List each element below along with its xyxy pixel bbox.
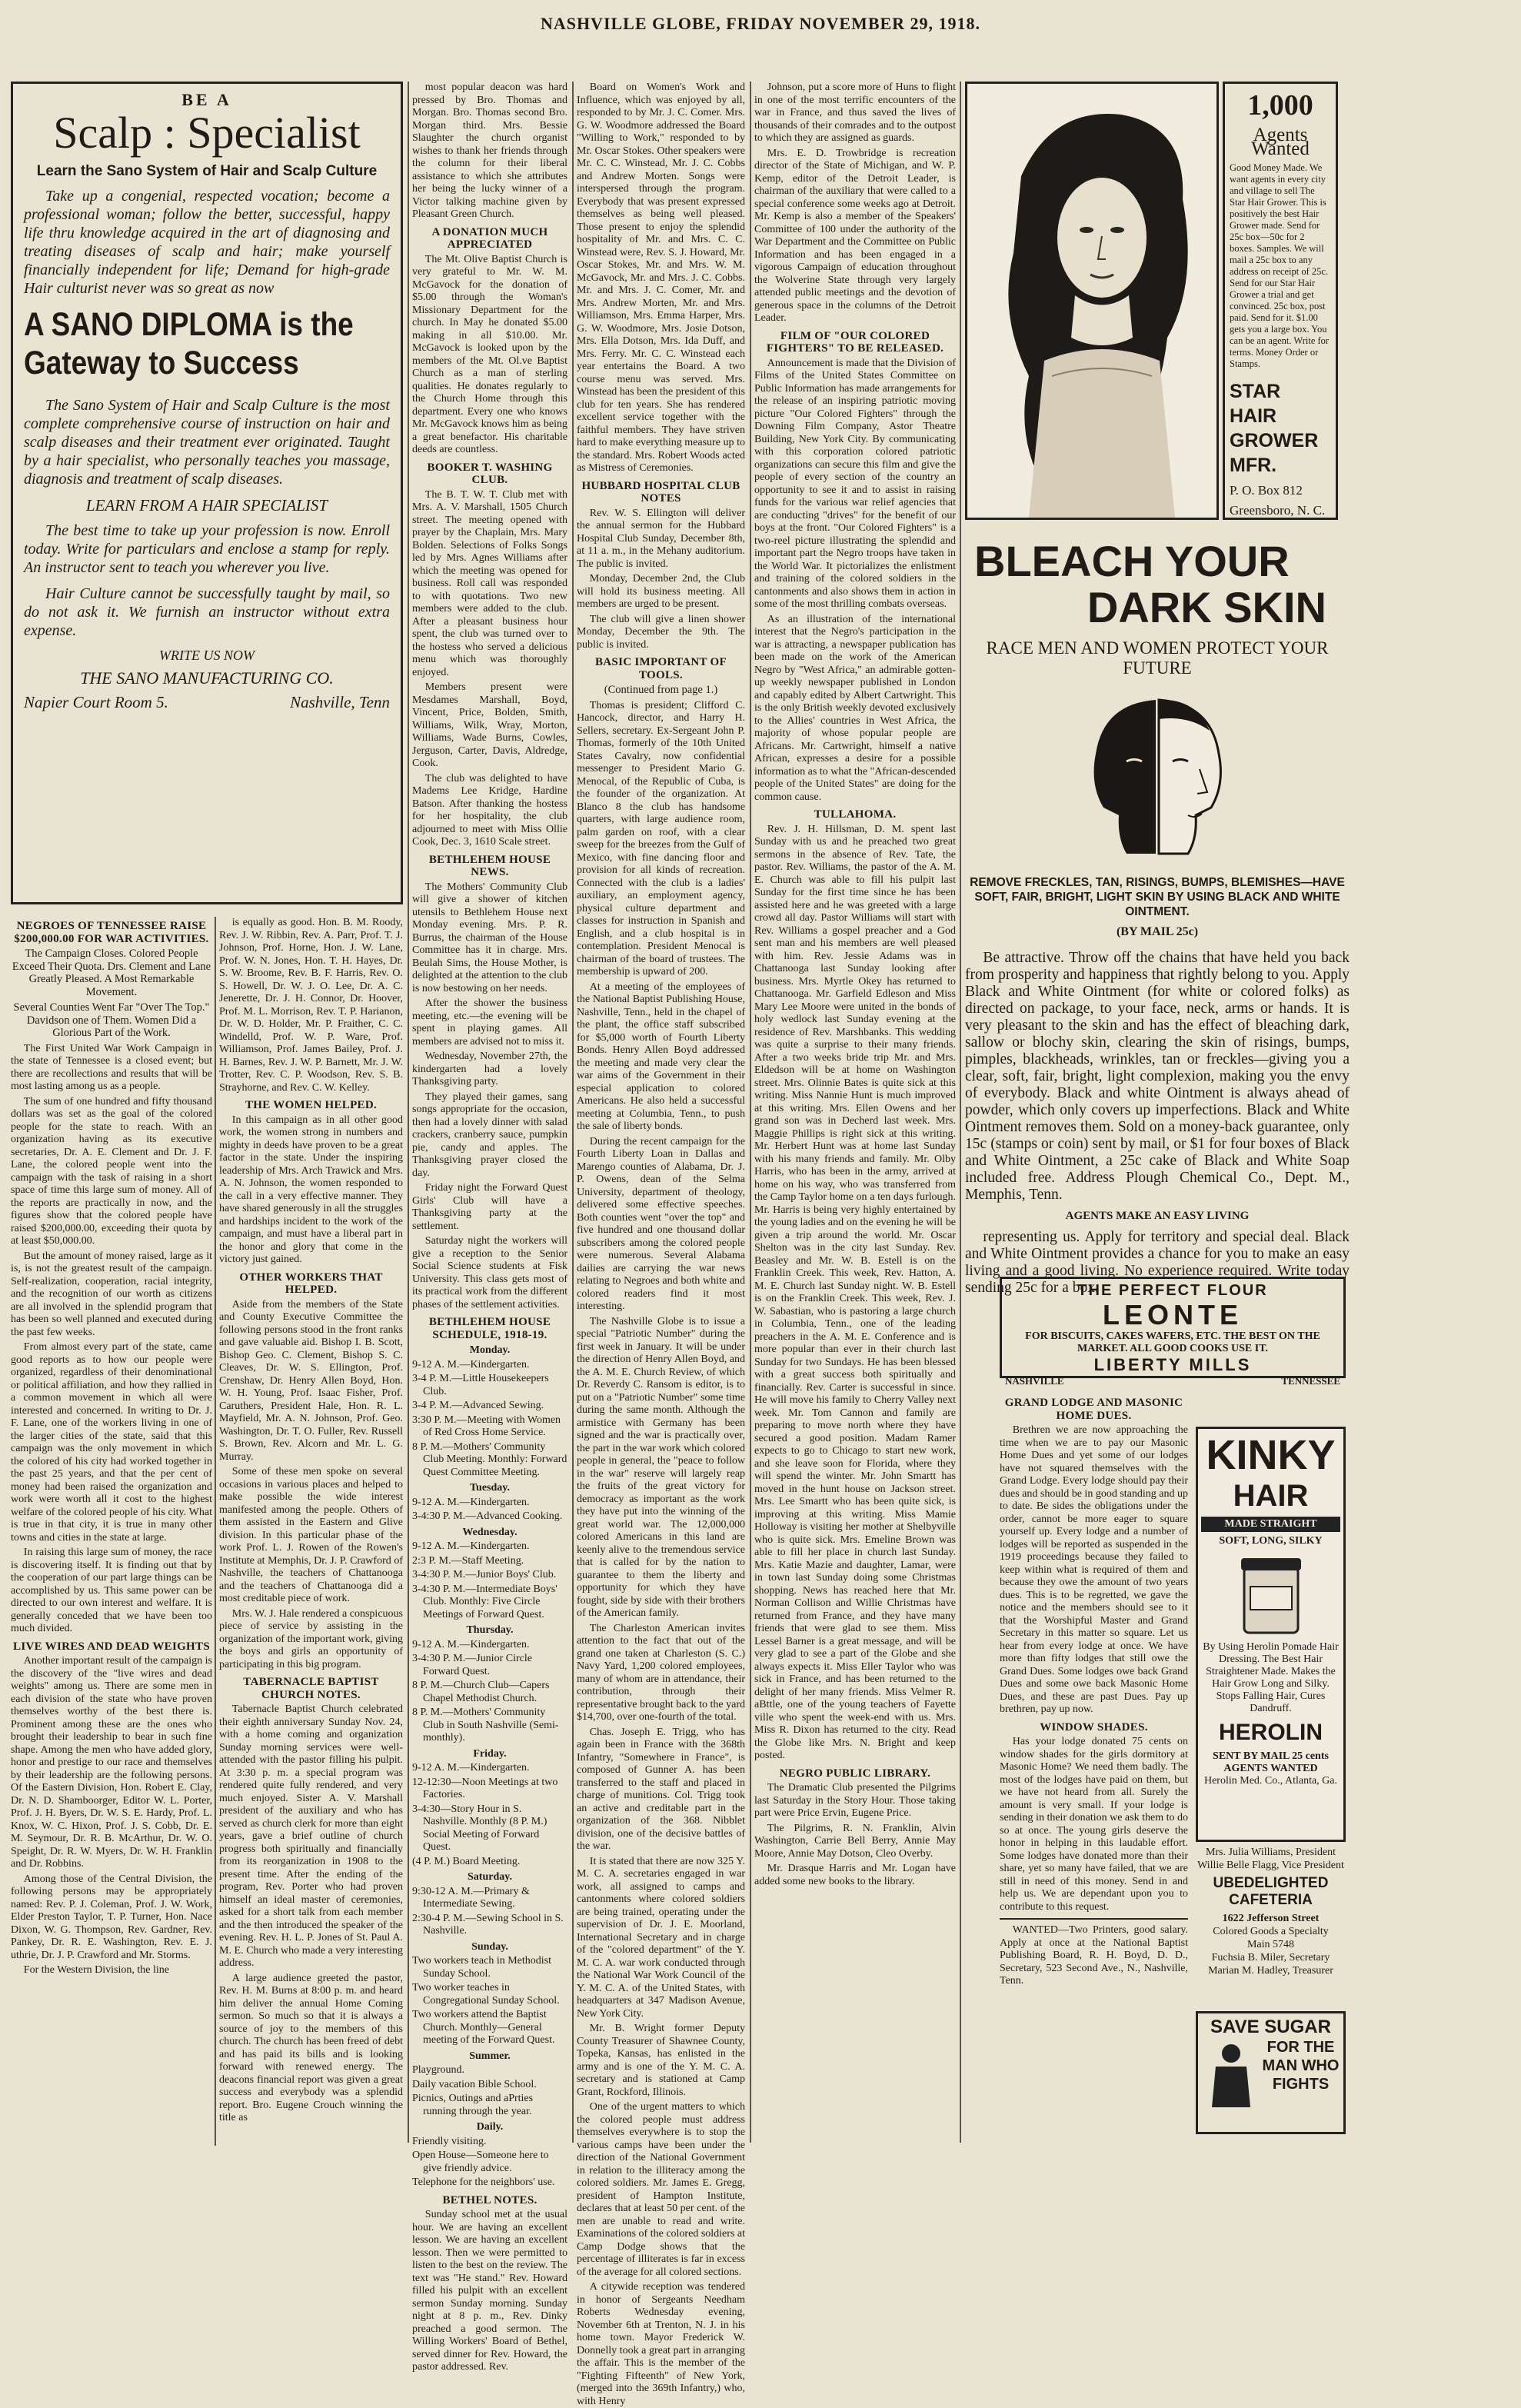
article-headline: NEGROES OF TENNESSEE RAISE $200,000.00 FOR WAR ACTIVITIES. [14, 920, 209, 945]
paragraph: Board on Women's Work and Influence, which was enjoyed by all, responded to by Mr. J. C. Comer. Mrs. G. W. Woodmore addressed the Board "Willing to Work," responded to by Mr. Oscar Stokes. Other speakers were Mr. C. C. Winstead, Mr. J. C. Cobbs and Andrew Morten. Songs were interspersed through the program. Everybody that was present expressed themselves as being well pleased. Those present to enjoy the splendid hospitality of Mr. and Mrs. C. C. Winstead were, Rev. S. J. Howard, Mr. Oscar Stokes, Mr. and Mrs. W. M. McGavock, Mr. and Mrs. J. C. Cobbs. Mr. and Mrs. J. C. Comer, Mr. and Mrs. Andrew Morten, Mr. and Mrs. Williamson, Mrs. Emma Harper, Mrs. G. W. Woodmore, Mrs. Josie Dotson, Mrs. Ella Dotson, Mrs. Ida Duff, and Mrs. Ferry. Mr. C. C. Winstead each year entertains the Board. A two course menu was served. Mrs. Winstead has been the president of this club for ten years. She has rendered excellent service together with the faithful members. They have striven hard to make everything measure up to the standard. Mrs. Robert Woods acted as Mistress of Ceremonies. [577, 82, 745, 474]
paragraph: Brethren we are now approaching the time when we are to pay our Masonic Home Dues and yet some of our lodges have not squared themselves with the Grand Lodge. Every lodge should pay their dues and should be in good standing and up to date. Be sides the obligations under the order, cannot be more eager to square yourself up. Every lodge and a number of lodges will be reported as suspended in the 1919 proceedings because they failed to keep within what is required of them and because they owe the amount of two years dues. This is to be regretted, we gave the notice and the members should see to it that the Worshipful Master and Grand Secretary in this matter so square. Let us hear from every lodge at once. We have more than fifty lodges that still owe the Grand Dues. Some lodges owe back Grand Dues and some owe back Masonic Home Dues, and these are past Dues. Pay up brethren, pay up now. [1000, 1424, 1188, 1715]
divider [1000, 1918, 1188, 1920]
paragraph: The Pilgrims, R. N. Franklin, Alvin Washington, Carrie Bell Berry, Annie May Moore, Annie May Dotson, Cleo Overby. [754, 1822, 956, 1860]
ad-learn: Learn the Sano System of Hair and Scalp Culture [36, 163, 378, 179]
paragraph: During the recent campaign for the Fourth Liberty Loan in Dallas and Marengo counties of Alabama, Dr. J. P. Owens, dean of the Selma University, department of theology, delivered some effective speeches. Both counties went "over the top" and five hundred and one thousand dollar subscribers among the colored people were numerous. Several Alabama dailies are carrying the war news relating to Negroes and both white and colored readers find it most interesting. [577, 1135, 745, 1312]
schedule-item: 8 P. M.—Church Club—Capers Chapel Methodist Church. [412, 1680, 550, 1704]
ad-remove: REMOVE FRECKLES, TAN, RISINGS, BUMPS, BLEMISHES—HAVE SOFT, FAIR, BRIGHT, LIGHT SKIN BY USING BLACK AND WHITE OINTMENT. [970, 876, 1345, 918]
soldier-image [1204, 2040, 1258, 2109]
ad-kinky: KINKY [1206, 1432, 1336, 1478]
cafeteria-ad [1196, 1846, 1346, 2007]
ad-city: Greensboro, N. C. [1230, 503, 1326, 518]
article-headline: A DONATION MUCH APPRECIATED [431, 225, 548, 251]
woman-portrait-image [967, 84, 1216, 518]
paragraph: Mrs. W. J. Hale rendered a conspicuous piece of service by assisting in the organization of the important work, giving the boys and girls an opportunity of participating in this big program. [219, 1607, 403, 1670]
article-subhead: (Continued from page 1.) [604, 684, 718, 696]
paragraph: But the amount of money raised, large as it is, is not the greatest result of the campaign. Self-realization, cooperation, racial integrity, and the recognition of our worth as citizens are all involved in the splendid program that has been so well planned and executed during the past few weeks. [11, 1250, 212, 1338]
paragraph: is equally as good. Hon. B. M. Roody, Rev. J. W. Ribbin, Rev. A. Parr, Prof. T. J. Johnson, Prof. Horne, Hon. J. W. Lane, Prof. W. N. Jones, Hon. T. H. Hayes, Dr. S. W. Broome, Rev. B. F. Harris, Rev. O. S. Howell, Dr. W. J. O. Lee, Dr. A. C. Jenerette, Dr. J. H. Connor, Dr. Hoover, Prof. M. L. Morrison, Rev. T. P. Harianon, Dr. W. D. Holder, Mr. P. Fraither, C. C. Windelld, Prof. W. P. Ware, Prof. Williamson, Prof. James Bailey, Prof. J. H. Barnes, Rev. J. W. P. Barnett, Mr. J. W. Trotter, Rev. C. P. Woodson, Rev. S. B. Strayhorne, and Rev. C. W. Kelley. [219, 917, 403, 1094]
ad-save: SAVE SUGAR [1210, 2017, 1331, 2037]
schedule-item: Daily vacation Bible School. [412, 2078, 537, 2090]
leonte-flour-ad [1000, 1277, 1346, 1387]
schedule-item: Playground. [412, 2064, 465, 2076]
paragraph: The club was delighted to have Madems Lee Kridge, Hardine Batson. After thanking the hostess for her hospitality, the club adjourned to meet with Miss Ollie Cook, Dec. 3, 1610 Scale street. [412, 772, 567, 848]
paragraph: Another important result of the campaign is the discovery of the "live wires and dead weights" among us. There are some men in each division of the state who have proven themselves worthy of the best there is. Prominent among these are the ones who brought their leadership to bear in such fine shape. Among the men who have added glory, honor and prestige to our race and themselves by their leadership are the following persons. Of the Eastern Division, Hon. Robert E. Clay, Dr. N. D. Shamboorger, Editor W. L. Porter, Prof. J. H. Byers, Dr. W. S. E. Hardy, Prof. L. Knox, W. C. Hixon, Prof. J. S. Cobb, Dr. E. M. Seymour, Dr. R. B. McArthur, Dr. W. O. Speight, Dr. R. W. Myers, Dr. W. H. Franklin and Dr. Robbins. [11, 1655, 212, 1870]
column-rule [960, 82, 961, 2143]
column-rule [750, 82, 751, 2143]
paragraph: Members present were Mesdames Marshall, Boyd, Vincent, Price, Bolden, Smith, Williams, Wilk, Wray, Morton, Williams, Wade Burns, Cowles, Jerguson, Carter, Davis, Aldredge, Cook. [412, 681, 567, 769]
ad-agents-wanted: Agents Wanted [1251, 125, 1310, 159]
ad-write-us: WRITE US NOW [159, 648, 255, 663]
schedule-item: 3-4:30 P. M.—Intermediate Boys' Club. Monthly: Five Circle Meetings of Forward Quest. [412, 1583, 557, 1620]
ad-sec: Fuchsia B. Miler, Secretary [1211, 1952, 1330, 1963]
schedule-item: 3:30 P. M.—Meeting with Women of Red Cross Home Service. [412, 1414, 561, 1438]
ad-location [1005, 1375, 1340, 1387]
paragraph: At a meeting of the employees of the National Baptist Publishing House, Nashville, Tenn., held in the chapel of the plant, the office staff subscribed for $5,000 worth of Fourth Liberty Bonds. Henry Allen Boyd addressed the meeting and made very clear the war aims of the Government in their especial application to colored Americans. He also held a successful meeting at Columbia, Tenn., to push the sale of liberty bonds. [577, 981, 745, 1132]
ad-firm: STAR HAIR GROWER MFR. [1230, 381, 1319, 476]
schedule-day: Daily. [476, 2121, 504, 2133]
ad-addr: 1622 Jefferson Street [1222, 1913, 1320, 1924]
schedule-item: 3-4:30—Story Hour in S. Nashville. Monthly (8 P. M.) Social Meeting of Forward Quest. [412, 1803, 547, 1853]
schedule-item: 3-4 P. M.—Little Housekeepers Club. [412, 1373, 549, 1397]
schedule-item: 3-4:30 P. M.—Junior Boys' Club. [412, 1569, 557, 1580]
ad-made: MADE STRAIGHT [1201, 1517, 1340, 1532]
paragraph: Wednesday, November 27th, the kindergarten had a lovely Thanksgiving party. [412, 1051, 567, 1087]
kinky-hair-ad [1196, 1427, 1346, 1842]
paragraph: most popular deacon was hard pressed by Bro. Thomas and Morgan. Bro. Thomas second Bro. Morgan third. Mrs. Bessie Slaughter the church organist wishes to thank her friends through the column for their liberal assistance to which she attributes her being the lucky winner of a Victor talking machine given by Pleasant Green Church. [412, 82, 567, 220]
article-headline: OTHER WORKERS THAT HELPED. [239, 1271, 383, 1296]
article-headline: GRAND LODGE AND MASONIC HOME DUES. [1004, 1397, 1183, 1422]
paragraph: The sum of one hundred and fifty thousand dollars was set as the goal of the colored people for the state to reach. With an organization having as its executive secretaries, Dr. A. E. Clement and Dr. J. F. Lane, the colored people went into the campaign with the task of raising in a short space of time this large sum of money. All of the reports are practically in now, and the figures show that the colored people have raised $200,000.00, exceeding their quota by at least $50,000.00. [11, 1095, 212, 1247]
agents-wanted-ad [1223, 82, 1338, 520]
schedule-item: 9:30-12 A. M.—Primary & Intermediate Sewing. [412, 1885, 530, 1910]
column-rule [408, 82, 409, 2143]
paragraph: Tabernacle Baptist Church celebrated their eighth anniversary Sunday Nov. 24, with a home coming and organization Sunday morning services were well-attended with the pastor filling his pulpit. At 3:30 p. m. a special program was rendered quite fully rendered, and very much enjoyed. Sister A. V. Marshall president of the auxiliary and who has served as church clerk for more than eight years, gave a brief outline of church progress both spiritually and financially from its reorganization in 1908 to the present time. After the ending of the program, Rev. Porter who had proven himself an ideal master of ceremonies, asked for a short talk from each member and the then introduced the speaker of the evening. Rev. H. L. P. Jones of St. Paul A. M. E. Church who made a very interesting address. [219, 1704, 403, 1969]
ad-address-right: Nashville, Tenn [290, 693, 390, 711]
schedule-item: 12-12:30—Noon Meetings at two Factories. [412, 1776, 558, 1800]
article-headline: TULLAHOMA. [814, 808, 897, 821]
schedule-item: 3-4:30 P. M.—Advanced Cooking. [412, 1510, 563, 1522]
paragraph: Friday night the Forward Quest Girls' Club will have a Thanksgiving party at the settlement. [412, 1182, 567, 1232]
schedule-item: 9-12 A. M.—Kindergarten. [412, 1762, 530, 1774]
ad-perfect: THE PERFECT FLOUR [1077, 1282, 1268, 1299]
save-sugar-ad [1196, 2011, 1346, 2134]
ad-line-1: BLEACH YOUR [974, 537, 1290, 585]
ad-brand: LEONTE [1102, 1299, 1243, 1331]
paragraph: A citywide reception was tendered in honor of Sergeants Needham Roberts Wednesday evening, November 6th at Trenton, N. J. in his home town. Mayor Frederick W. Donnelly took a great part in arranging the affair. This is the member of the "Fighting Fifteenth" of New York, (merged into the 369th Infantry,) who, with Henry [577, 2281, 745, 2407]
schedule-day: Saturday. [468, 1871, 512, 1883]
article-headline: HUBBARD HOSPITAL CLUB NOTES [581, 479, 741, 505]
paragraph: The B. T. W. T. Club met with Mrs. A. V. Marshall, 1505 Church street. The meeting opened with prayer by the Chaplain, Mrs. Mary Bolden. Selections of Folks Songs led by Mrs. Agnes Williams after which the meeting was opened for business. Roll call was responded to with quotations. Two new members were added to the club. After a pleasant business hour spent, the club was turned over to the hostess who served a delicious menu which was thoroughly enjoyed. [412, 488, 567, 678]
column-1b [219, 917, 403, 2146]
right-column [1000, 1392, 1188, 2146]
paragraph: Sunday school met at the usual hour. We are having an excellent lesson. We are having an excellent lesson. Then we were permitted to listen to the best on the review. The text was "He stand." Rev. Howard filled his pulpit with an excellent sermon Sunday morning. Sunday night at 8 p. m., Rev. Dinky preached a good sermon. The Willing Workers' Board of Bethel, served dinner for Rev. Howard, the pastor addressed. Rev. [412, 2209, 567, 2373]
paragraph: Saturday night the workers will give a reception to the Senior Social Science students at Fisk University. This class gets most of its practical work from the different phases of the settlement activities. [412, 1235, 567, 1311]
schedule-day: Friday. [473, 1747, 507, 1760]
ad-body: Be attractive. Throw off the chains that have held you back from prosperity and happiness that rightly belong to you. Apply Black and White Ointment (for white or colored folks) as directed on package, to your face, neck, arms or hands. It is very pleasant to the skin and has the effect of bleaching dark, sallow or blochy skin, clearing the skin of risings, bumps, pimples, blackheads, wrinkles, tan or freckles—giving you a clear, soft, fair, bright, light complexion, making you the envy of everybody. Black and white Ointment is always ahead of powder, which only covers up imperfections. Black and White Ointment removes them. Sold on a money-back guarantee, only 15c (stamps or coin) sent by mail, or $1 for four boxes of Black and White Ointment, a 25c cake of Black and White Soap included free. Address Plough Chemical Co., Dept. M., Memphis, Tenn. [965, 950, 1350, 1203]
paragraph: Johnson, put a score more of Huns to flight in one of the most terrific encounters of the war in France, and thus saved the lives of thousands of their comrades and to the outpost to which they are assigned as guards. [754, 82, 956, 144]
ad-vp: Willie Belle Flagg, Vice President [1197, 1860, 1344, 1871]
ad-herolin: HEROLIN [1219, 1720, 1323, 1745]
article-subhead: Several Counties Went Far "Over The Top." Davidson one of Them. Women Did a Glorious Part of the Work. [13, 1001, 210, 1039]
ad-address-left: Napier Court Room 5. [24, 693, 168, 711]
paragraph: Mrs. E. D. Trowbridge is recreation director of the State of Michigan, and W. P. Kemp, editor of the Detroit Leader, is chairman of the auxiliary that were called to a special conference some weeks ago at Detroit. Mr. Kemp is also a member of the Speakers' Committee of 100 under the authority of the War Department and the Committee on Public Information and has been engaged in a vigorous Campaign of education throughout the Wolverine State through very largely attended public meetings and the devotion of generous space in the columns of the Detroit Leader. [754, 147, 956, 324]
ad-count: 1,000 [1247, 89, 1313, 122]
schedule-item: Two workers attend the Baptist Church. Monthly—General meeting of the Forward Quest. [412, 2009, 555, 2046]
ad-addr: Herolin Med. Co., Atlanta, Ga. [1203, 1775, 1338, 1787]
schedule-list [412, 1344, 567, 2190]
article-headline: WINDOW SHADES. [1040, 1720, 1148, 1734]
ad-agents: AGENTS WANTED [1223, 1763, 1318, 1774]
paragraph: The Mt. Olive Baptist Church is very grateful to Mr. W. M. McGavock for the donation of $5.00 through the Woman's Missionary Department for the church. In May he donated $5.00 making in all $10.00. Mr. McGavock is looked upon by the members of the Mt. Ol.ve Baptist Church as a man of sterling qualities. He donates regularly to the Church Home through this department. Every one who knows Mr. McGavock knows him as being a great benefactor. His charitable deeds are countless. [412, 253, 567, 455]
ad-agents-head: AGENTS MAKE AN EASY LIVING [1065, 1210, 1250, 1222]
schedule-day: Summer. [469, 2050, 511, 2062]
ad-for: FOR THE MAN WHO FIGHTS [1262, 2039, 1340, 2093]
paragraph: After the shower the business meeting, etc.—the evening will be spent in playing games. All members are advised not to miss it. [412, 998, 567, 1047]
ad-address [24, 693, 390, 712]
ad-kicker: BE A [181, 90, 232, 109]
paragraph: Monday, December 2nd, the Club will hold its business meeting. All members are urged to be present. [577, 573, 745, 610]
schedule-item: 9-12 A. M.—Kindergarten. [412, 1496, 530, 1508]
schedule-day: Monday. [469, 1344, 511, 1356]
article-headline: BETHEL NOTES. [442, 2193, 538, 2207]
paragraph: Aside from the members of the State and County Executive Committee the following persons stood in the front ranks and gave valuable aid. Bishop I. B. Scott, Bishop Geo. C. Clement, Bishop S. C. Cleaves, Dr. W. S. Ellington, Prof. Crenshaw, Dr. Henry Allen Boyd, Hon. W. H. Young, Prof. Isaac Fisher, Prof. Caruthers, President Hale, Hon. R. L. Mayfield, Mr. A. N. Johnson, Prof. Geo. Washington, Dr. T. O. Fuller, Rev. Russell S. Brown, Rev. Alcorn and Mr. L. G. Murray. [219, 1298, 403, 1463]
article-headline: BETHLEHEM HOUSE NEWS. [428, 853, 551, 878]
column-4 [754, 82, 956, 2143]
jar-image [1236, 1552, 1306, 1637]
ad-diploma: A SANO DIPLOMA is the Gateway to Success [24, 306, 354, 381]
ad-race: RACE MEN AND WOMEN PROTECT YOUR FUTURE [986, 638, 1329, 678]
two-faces-image [1073, 692, 1242, 861]
masthead: NASHVILLE GLOBE, FRIDAY NOVEMBER 29, 1918. [540, 14, 981, 33]
schedule-item: 9-12 A. M.—Kindergarten. [412, 1358, 530, 1371]
paragraph: In this campaign as in all other good work, the women strong in numbers and mighty in deeds have proven to be a great factor in the state. Under the inspiring leadership of Mrs. Arch Trawick and Mrs. A. N. Johnson, the women responded to the call in a very effective manner. They have shared generously in all the struggles and hardships incident to the work of the campaign, and must have a liberal part in the honor and glory that come in the victory just gained. [219, 1114, 403, 1265]
ad-line-2: DARK SKIN [1087, 583, 1326, 631]
ad-state: TENNESSEE [1281, 1375, 1340, 1387]
ad-mail: (BY MAIL 25c) [1116, 925, 1199, 938]
ad-pitch: Take up a congenial, respected vocation; become a professional woman; follow the better, successful, happy life thru knowledge acquired in the art of diagnosing and treating diseases of scalp and hair; make yourself financially independent for life; Demand for high-grade Hair culturist never was so great as now [24, 188, 390, 297]
ad-city: NASHVILLE [1005, 1375, 1064, 1387]
paragraph: Some of these men spoke on several occasions in various places and helped to make possible the wide interest manifested among the people. Others of them assisted in the Eastern and Glive division. In this particular phase of the work Prof. L. J. Rowen of the Rowen's Institute at Memphis, Dr. J. P. Crawford of Nashville, the teachers of Chattanooga and the teachers of Chattanooga did a most creditable piece of work. [219, 1466, 403, 1604]
column-3 [577, 82, 745, 2407]
ad-company: THE SANO MANUFACTURING CO. [80, 668, 334, 688]
article-headline: LIVE WIRES AND DEAD WEIGHTS [13, 1640, 210, 1653]
article-headline: FILM OF "OUR COLORED FIGHTERS" TO BE RELEASED. [766, 329, 944, 355]
paragraph: From almost every part of the state, came good reports as to how our people were organized, regardless of their denominational or political affiliation, and how they rallied in a common movement in which all were interested and concerned. In writing to Dr. J. F. Lane, one of the workers living in one of the larger cities of the state, said that this campaign was the only movement in which the colored of his city had worked together in the past 25 years, and that the per cent of money had been raised the organization and work were worth all it cost to the highest welfare of the colored people of his city. What is true in that city, it is true in many other towns and cities in the state at large. [11, 1341, 212, 1544]
schedule-item: Two worker teaches in Congregational Sunday School. [412, 1982, 560, 2007]
ad-best-time: The best time to take up your profession is now. Enroll today. Write for particulars and enclose a stamp for reply. An instructor sent to teach you wherever you live. [24, 522, 390, 576]
ad-treas: Marian M. Hadley, Treasurer [1208, 1965, 1333, 1977]
paragraph: Chas. Joseph E. Trigg, who has again been in France with the 368th Infantry, "Somewhere in France", is composed of Gunner A. has been transferred to the staff and placed in charge of munitions. Col. Trigg took an active and creditable part in the organization of the 368. Nibblet division, one of the decisive battles of the war. [577, 1726, 745, 1852]
article-subhead: The Campaign Closes. Colored People Exceed Their Quota. Drs. Clement and Lane Greatly Pleased. A Most Remarkable Movement. [12, 948, 211, 998]
paragraph: The First United War Work Campaign in the state of Tennessee is a closed event; but there are recollections and results that will be most lasting among us as a people. [11, 1042, 212, 1092]
ad-culture: Hair Culture cannot be successfully taught by mail, so do not ask it. We furnish an instructor without extra expense. [24, 585, 390, 639]
paragraph: Rev. J. H. Hillsman, D. M. spent last Sunday with us and he preached two great sermons in the absence of Rev. Tate, the pastor. Rev. Williams, the pastor of the A. M. E. Church was able to fill his pulpit last Sunday for the first time since he has been assisted here and he was greeted with a large crowd all day. Pastor Williams will start with Rev. Williams a gospel preacher and a God sent man and his members are well pleased with him. Rev. Jessie Adams was in Chattanooga last Sunday looking after business. Mrs. Myrtle Okey has returned to Chattanooga. Mr. Garfield Edleson and Miss Mary Lee Moore were united in the bonds of holy wedlock last Sunday evening at the residence of Rev. Marshbanks. This wedding was quite a surprise to their many friends. After a two weeks bride trip Mr. and Mrs. Eldedson will be at home on Washington street. Mrs. Olinnie Bates is quite sick at this writing. Miss Nannie Hunt is much improved at this writing. Mrs. Ellen Owens and her grand son was in Decherd last week. Mrs. Maggie Phillips is right sick at this writing. Mr. Herbert Hunt was at home last Sunday with his many friends and family. Mr. Olby Harris, who has been in the army, arrived at home on his way, who was transferred from the Camp Taylor home on a ten days furlough. Mr. Harris is being very highly entertained by the young ladies and on the evening he will be given a trip around the world. Mr. Oscar Shelton was in the city last Sunday. Rev. Beasley and Mr. W. B. Estell is on the Franklin Creek. This week, Rev. Hatton, A. M. E. Church last Sunday night. W. B. Estell is on the Franklin Creek. This week, Rev. J. W. Sabastian, who is pastoring a large church in Columbia, Tenn., one of the leading preachers in the A. M. E. Conference and is more popular than ever in their church last Sunday for two Sundays. He has been blessed with a great success both spiritually and financially. Rev. Carter is successful in since. He will move his family to Cherry Valley next week. Mr. Tom Cannon and family are preparing to move north where they have secured a good position. Madam Ramer expects to go to Chicago to start new work, and she leave soon for Florida, where they will spend the winter. Mr. John Smartt has moved in the hunt house on Jackson street. Mrs. Lee Smartt who has been quite sick, is improving at this writing. Miss Mamie Holloway is visiting her mother at Shelbyville who is quite sick. Mrs. Emeline Brown was able to fill her place in church last Sunday. Mrs. Katie Mazie and daughter, Lamar, were in town last Sunday doing some Christmas shopping. News has reached here that Mr. Norman Collison and Willie Christmas have returned from France, and they have many friends that were glad to see them. Miss Lessel Barner is a great message, and will be very glad to see a part of the Globe and she always expects it. Miss Eller Taylor who was sick in France, and has been returned to the delight of her many friends. Miss Velmer R. aBttle, one of the young teachers of Fayette ville who spent the week-end with us. Mrs. Miss R. Dixon has returned to the city. Read the Globe like Mrs. N. Bright and keep posted. [754, 823, 956, 1761]
schedule-item: Two workers teach in Methodist Sunday School. [412, 1955, 551, 1980]
paragraph: Mr. B. Wright former Deputy County Treasurer of Shawnee County, Topeka, Kansas, has enlisted in the army and is one of the Y. M. C. A. secretary and is stationed at Camp Grant, Rockford, Illinois. [577, 2023, 745, 2098]
schedule-item: 9-12 A. M.—Kindergarten. [412, 1540, 530, 1552]
column-2 [412, 82, 567, 2373]
schedule-item: 2:3 P. M.—Staff Meeting. [412, 1554, 524, 1567]
ad-hair: HAIR [1233, 1479, 1309, 1513]
paragraph: Among those of the Central Division, the following persons may be appropriately named: Rev. P. J. Coleman, Prof. J. W. Work, Elder Preston Taylor, T. P. Turner, Hon. Nace Dixon, W. G. Thompson, Rev. Gardner, Rev. Pankey, Dr. R. E. Washington, Rev. E. J. uthrie, Dr. J. P. Crawford and Mr. Storms. [11, 1873, 212, 1961]
ad-body: Good Money Made. We want agents in every city and village to sell The Star Hair Grower. This is positively the best Hair Grower made. Send for 25c box—50c for 2 boxes. Samples. We will mail a 25c box to any address on receipt of 25c. Send for our Star Hair Grower a trial and get convinced. 25c box, post paid. Send for it. $1.00 gets you a large box. You can be an agent. Write for terms. Money Order or Stamps. [1230, 162, 1330, 369]
paragraph: They played their games, sang songs appropriate for the occasion, then had a lovely dinner with salad crackers, cranberry sauce, pumpkin pie, candy and apples. The Thanksgiving prayer closed the day. [412, 1091, 567, 1179]
ad-headline: Scalp : Specialist [53, 108, 361, 158]
schedule-item: Picnics, Outings and aPrties running through the year. [412, 2093, 534, 2117]
schedule-day: Wednesday. [462, 1526, 518, 1538]
wanted-notice: WANTED—Two Printers, good salary. Apply at once at the National Baptist Publishing Board, R. H. Boyd, D. D., Secretary, 523 Second Ave., N., Nashville, Tenn. [1000, 1924, 1188, 1987]
paragraph: The Dramatic Club presented the Pilgrims last Saturday in the Story Hour. Those taking part were Price Ervin, Eugene Price. [754, 1782, 956, 1819]
ad-learn-from: LEARN FROM A HAIR SPECIALIST [85, 496, 328, 515]
paragraph: Has your lodge donated 75 cents on window shades for the girls dormitory at Masonic Home? We need them badly. The most of the lodges have paid on them, but we have not heard from all. Surely the amount is very small. If your lodge is sending in their donation we ask them to do so at once. The young girls deserve the honor in helping in this laudable effort. Some lodges have donated more than their share, yet so many have failed, that we are still in need of this money. Send in and help us. We are dependant upon you to contribute to this request. [1000, 1736, 1188, 1913]
ad-owner: Mrs. Julia Williams, President [1205, 1847, 1336, 1858]
schedule-item: Telephone for the neighbors' use. [412, 2177, 555, 2188]
ad-pob: P. O. Box 812 [1230, 483, 1303, 498]
schedule-item: 9-12 A. M.—Kindergarten. [412, 1638, 530, 1650]
ad-soft: SOFT, LONG, SILKY [1219, 1535, 1323, 1547]
paragraph: In raising this large sum of money, the race is discovering itself. It is finding out that by the cooperation of our part large things can be accomplished by us. This same power can be directed to our own interest and welfare. It is generally conceded that we have been too much divided. [11, 1547, 212, 1634]
schedule-item: (4 P. M.) Board Meeting. [412, 1855, 521, 1867]
article-headline: BASIC IMPORTANT OF TOOLS. [594, 656, 727, 681]
ad-name: UBEDELIGHTED CAFETERIA [1213, 1875, 1329, 1908]
schedule-item: Open House—Someone here to give friendly advice. [412, 2150, 549, 2174]
paragraph: Rev. W. S. Ellington will deliver the annual sermon for the Hubbard Hospital Club Sunday, December 8th, at 11 a. m., in the Mehany auditorium. The public is invited. [577, 507, 745, 570]
schedule-item: 3-4:30 P. M.—Junior Circle Forward Quest. [412, 1653, 532, 1677]
paragraph: The Mothers' Community Club will give a shower of kitchen utensils to Bethlehem House next Monday evening. Mrs. P. R. Burrus, the chairman of the House Committee has it in charge. Mrs. Beulah Sims, the House Mother, is delighted at the attention to the club is now bestowing on her needs. [412, 881, 567, 994]
ad-mills: LIBERTY MILLS [1093, 1355, 1252, 1374]
schedule-item: 8 P. M.—Mothers' Community Club in South Nashville (Semi-monthly). [412, 1707, 559, 1744]
schedule-day: Sunday. [471, 1940, 508, 1953]
ad-sent: SENT BY MAIL 25 cents [1213, 1750, 1329, 1762]
paragraph: One of the urgent matters to which the colored people must address themselves everywhere is to stop the various camps have been under the direction of the National Government in relation to the illiteracy among the colored soldiers. Mr. James E. Gregg, president of Hampton Institute, declares that at least 50 per cent. of the men are unable to read and write. Examinations of the colored soldiers at Camp Dodge shows that the percentage of illiterates is far in excess of the average for all colored sections. [577, 2101, 745, 2278]
ad-for: FOR BISCUITS, CAKES WAFERS, ETC. THE BEST ON THE MARKET. ALL GOOD COOKS USE IT. [1025, 1331, 1320, 1354]
ad-phone: Main 5748 [1246, 1939, 1295, 1950]
article-headline: BOOKER T. WASHING CLUB. [427, 461, 553, 486]
paragraph: The Nashville Globe is to issue a special "Patriotic Number" during the first week in January. It will be under the direction of Henry Allen Boyd, and the A. M. E. Church Review, of which Dr. Reverdy C. Ransom is editor, is to put on a "Patriotic Number" some time during the same month. Although the armistice with Germany has been signed and the war is practically over, the part in the war work which colored people in general, the "peace to follow in the war" reserve will largely reap the fruits of the great victory for democracy as important as the work they have put into the winning of the great world war. The 12,000,000 colored Americans in this land are keenly alive to the tremendous service that is called for by the nation to guarantee to them the liberty and opportunity for which they have fought, side by side with their brothers of the American family. [577, 1315, 745, 1619]
ad-system: The Sano System of Hair and Scalp Culture is the most complete comprehensive course of instruction on hair and scalp diseases and their treatment ever originated. Taught by a hair specialist, who personally teaches you massage, diagnosis and treatment of scalp diseases. [24, 397, 390, 488]
portrait-illustration [965, 82, 1219, 520]
schedule-item: 8 P. M.—Mothers' Community Club Meeting. Monthly: Forward Quest Committee Meeting. [412, 1440, 567, 1478]
ad-agents-body: representing us. Apply for territory and special deal. Black and White Ointment provides a chance for you to make an easy living and a good living. No experience required. Write today sending 25c for a box. [965, 1229, 1350, 1296]
column-rule [572, 82, 574, 2143]
schedule-title: BETHLEHEM HOUSE SCHEDULE, 1918-19. [428, 1316, 551, 1341]
ad-spec: Colored Goods a Specialty [1213, 1926, 1329, 1937]
paragraph: Thomas is president; Clifford C. Hancock, director, and Harry H. Sellers, secretary. Ex-Sergeant John P. Thomas, formerly of the 10th United States Cavalry, now confidential messenger to President Mario G. Menocal, of the Republic of Cuba, is the founder of the organization. At Blanco 8 the club has handsome quarters, with large audience room, palm garden on roof, with a clear sweep for the breezes from the Gulf of Mexico, with fine dancing floor and provision for all kinds of recreation. Connected with the club is a ladies' auxiliary, an employment agency, physical culture department and classes for instruction in Spanish and English, and a club hospital is in contemplation. President Menocal is chairman of the board of trustees. The membership is upward of 200. [577, 699, 745, 978]
paragraph: The club will give a linen shower Monday, December the 9th. The public is invited. [577, 613, 745, 651]
paragraph: For the Western Division, the line [23, 1964, 169, 1976]
schedule-day: Thursday. [466, 1624, 514, 1636]
article-headline: TABERNACLE BAPTIST CHURCH NOTES. [243, 1676, 379, 1701]
paragraph: The Charleston American invites attention to the fact that out of the grand one taken at Charleston (S. C.) Navy Yard, 1,200 colored employees, many of whom are in attendance, their contribution, through their representative brought back to the yard $14,700, over one-fourth of the total. [577, 1622, 745, 1723]
paragraph: It is stated that there are now 325 Y. M. C. A. secretaries engaged in war work, all assigned to camps and cantonments where colored soldiers are being trained, operating under the supervision of Dr. J. E. Moorland, International Secretary and in charge of the "colored department" of the Y. M. C. A. war work conducted through the National War Work Council of the Y. M. C. A. of the United States, with headquarters at 347 Madison Avenue, New York City. [577, 1855, 745, 2020]
column-1 [11, 915, 212, 2146]
schedule-item: 2:30-4 P. M.—Sewing School in S. Nashville. [412, 1912, 564, 1937]
article-headline: THE WOMEN HELPED. [245, 1099, 378, 1111]
paragraph: A large audience greeted the pastor, Rev. H. M. Burns at 8:00 p. m. and heard him deliver the annual Home Coming sermon. So much so that it is always a source of joy to the members of this church. The church has been freed of debt and has paid its bills and is looking forward with renewed energy. The deacons financial report was given a great success and everybody was a splendid report. Bro. Eugene Crouch winning the title as [219, 1972, 403, 2123]
paragraph: As an illustration of the international interest that the Negro's participation in the war is attracting, a newspaper publication has been made on the work of the American Negro by "West Africa," an admirable gotten-up weekly newspaper published in London and capably edited by Albert Cartwright. This is the only British weekly devoted exclusively to the Allies' countries in West Africa, the majority of whose popular people are Africans. Mr. Cartwright, himself a native African, expresses a desire for a possible information as to what the "African-descended people of the United States" are doing for the common cause. [754, 613, 956, 803]
schedule-item: Friendly visiting. [412, 2135, 487, 2147]
article-headline: NEGRO PUBLIC LIBRARY. [779, 1767, 931, 1780]
paragraph: Announcement is made that the Division of Films of the United States Committee on Public Information has made arrangements for the release of an inspiring patriotic moving picture "Our Colored Fighters" through the Downing Film Company, Astor Theatre Building, New York City. By communicating with this corporation colored patriotic organizations can secure this film and give the people of every section of the country an opportunity to see it and to assist in raising funds for the various war relief agencies that are conducting "drives" for the benefit of our boys at the front. "Our Colored Fighters" is a two-reel picture illustrating the splendid and important part the Negro troops have taken in the World War. It pictorializes the enlistment and training of the colored soldiers in the cantonments and also shows them in action in some of the most thrilling combats overseas. [754, 357, 956, 610]
ad-body: By Using Herolin Pomade Hair Dressing. The Best Hair Straightener Made. Makes the Hair Grow Long and Silky. Stops Falling Hair, Cures Dandruff. [1203, 1641, 1339, 1714]
schedule-item: 3-4 P. M.—Advanced Sewing. [412, 1400, 544, 1411]
paragraph: Mr. Drasque Harris and Mr. Logan have added some new books to the library. [754, 1863, 956, 1887]
scalp-specialist-ad [11, 82, 403, 904]
schedule-day: Tuesday. [469, 1482, 510, 1494]
